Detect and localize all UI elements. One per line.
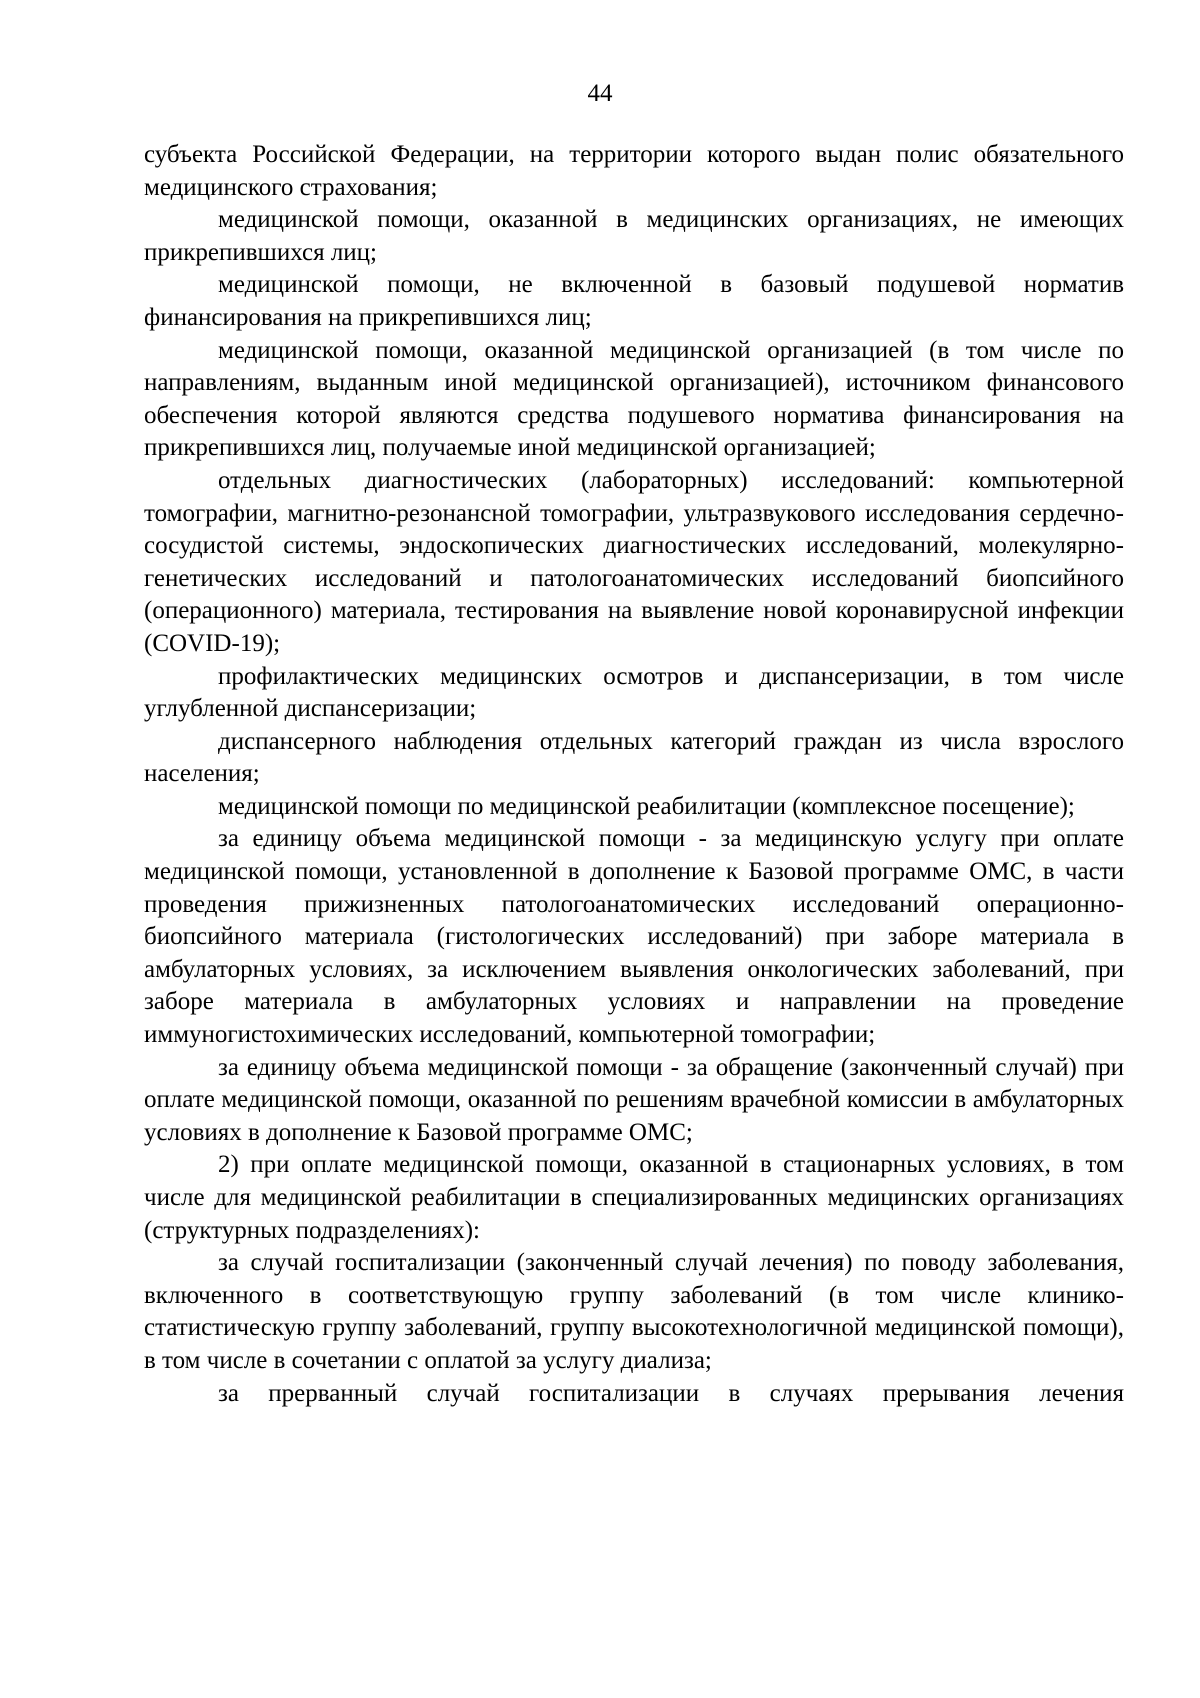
page-number: 44 (587, 80, 613, 107)
paragraph-7: диспансерного наблюдения отдельных категорий граждан из числа взрослого населения; (144, 727, 1124, 788)
paragraph-11: 2) при оплате медицинской помощи, оказанной в стационарных условиях, в том числе для медицинской реабилитации в специализированных медицинских организациях (структурных подразделениях): (144, 1151, 1124, 1244)
document-body (144, 139, 1124, 1410)
paragraph-6: профилактических медицинских осмотров и диспансеризации, в том числе углубленной диспансеризации; (144, 662, 1124, 723)
paragraph-2: медицинской помощи, оказанной в медицинских организациях, не имеющих прикрепившихся лиц; (144, 206, 1124, 266)
paragraph-3: медицинской помощи, не включенной в базовый подушевой норматив финансирования на прикрепившихся лиц; (144, 271, 1124, 331)
paragraph-1: субъекта Российской Федерации, на территории которого выдан полис обязательного медицинского страхования; (144, 141, 1124, 201)
paragraph-5: отдельных диагностических (лабораторных) исследований: компьютерной томографии, магнитно-резонансной томографии, ультразвукового исследования сердечно-сосудистой системы, эндоскопических диагностических исследований, молекулярно-генетических исследований и патологоанатомических исследований биопсийного (операционного) материала, тестирования на выявление новой коронавирусной инфекции (COVID-19); (144, 466, 1124, 657)
paragraph-4: медицинской помощи, оказанной медицинской организацией (в том числе по направлениям, выданным иной медицинской организацией), источником финансового обеспечения которой являются средства подушевого норматива финансирования на прикрепившихся лиц, получаемые иной медицинской организацией; (144, 336, 1124, 462)
paragraph-10: за единицу объема медицинской помощи - за обращение (законченный случай) при оплате медицинской помощи, оказанной по решениям врачебной комиссии в амбулаторных условиях в дополнение к Базовой программе ОМС; (144, 1053, 1124, 1146)
paragraph-13: за прерванный случай госпитализации в случаях прерывания лечения (218, 1379, 1124, 1407)
paragraph-12: за случай госпитализации (законченный случай лечения) по поводу заболевания, включенного в соответствующую группу заболеваний (в том числе клинико-статистическую группу заболеваний, группу высокотехнологичной медицинской помощи), в том числе в сочетании с оплатой за услугу диализа; (144, 1249, 1124, 1374)
paragraph-9: за единицу объема медицинской помощи - за медицинскую услугу при оплате медицинской помощи, установленной в дополнение к Базовой программе ОМС, в части проведения прижизненных патологоанатомических исследований операционно-биопсийного материала (гистологических исследований) при заборе материала в амбулаторных условиях, за исключением выявления онкологических заболеваний, при заборе материала в амбулаторных условиях и направлении на проведение иммуногистохимических исследований, компьютерной томографии; (144, 825, 1124, 1049)
paragraph-8: медицинской помощи по медицинской реабилитации (комплексное посещение); (218, 792, 1075, 820)
